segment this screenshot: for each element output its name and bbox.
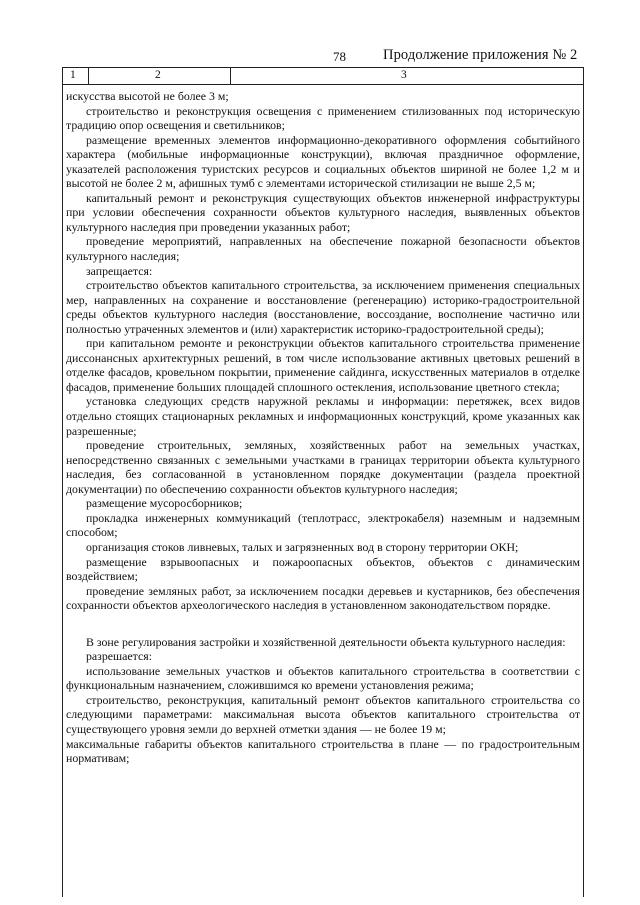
- paragraph: прокладка инженерных коммуникаций (теплотрасс, электрокабеля) наземным и надземным способом;: [66, 510, 580, 540]
- paragraph: капитальный ремонт и реконструкция существующих объектов инженерной инфраструктуры при условии обеспечения сохранности объектов культурного наследия, выявленных объектов культурного наследия при проведении указанных работ;: [66, 190, 580, 234]
- paragraph: строительство объектов капитального строительства, за исключением применения специальных мер, направленных на сохранение и восстановление (регенерацию) историко-градостроительной среды объектов культурного наследия (восстановление, воссоздание, восполнение частично или полностью утраченных элементов и (или) характеристик историко-градостроительной среды);: [66, 278, 580, 336]
- column-header-2: 2: [155, 69, 161, 81]
- paragraph: строительство и реконструкция освещения с применением стилизованных под историческую традицию опор освещения и светильников;: [66, 103, 580, 133]
- paragraph: строительство, реконструкция, капитальный ремонт объектов капитального строительства со следующими параметрами: максимальная высота объектов капитального строительства от существующего уровня земли до верхней отметки здания — не более 19 м;: [66, 692, 580, 736]
- paragraph: использование земельных участков и объектов капитального строительства в соответствии с функциональным назначением, сложившимся ко времени установления режима;: [66, 663, 580, 693]
- paragraph: В зоне регулирования застройки и хозяйственной деятельности объекта культурного наследия:: [86, 634, 566, 649]
- column-header-3: 3: [401, 69, 407, 81]
- paragraph: установка следующих средств наружной рекламы и информации: перетяжек, всех видов отдельно стоящих стационарных рекламных и информационных конструкций, кроме указанных как разрешенные;: [66, 394, 580, 438]
- column-divider: [230, 68, 231, 84]
- column-divider: [88, 68, 89, 84]
- paragraph: искусства высотой не более 3 м;: [66, 89, 229, 103]
- paragraph: размещение временных элементов информационно-декоративного оформления событийного характера (мобильные информационные конструкции), включая праздничное оформление, указателей расположения туристских ресурсов и социальных объектов шириной не более 1,2 м и высотой не более 2 м, афишных тумб с элементами исторической стилизации не выше 2,5 м;: [66, 132, 580, 191]
- paragraph: максимальные габариты объектов капитального строительства в плане — по градостроительным нормативам;: [66, 736, 580, 766]
- paragraph: запрещается:: [86, 263, 153, 278]
- appendix-title: Продолжение приложения № 2: [383, 47, 578, 63]
- paragraph: проведение строительных, земляных, хозяйственных работ на земельных участках, непосредственно связанных с земельными участками в границах территории объекта культурного наследия, без согласованной в установленном порядке документации (раздела проектной документации) по обеспечению сохранности объектов культурного наследия;: [66, 438, 580, 496]
- paragraph-gap: [66, 613, 580, 635]
- paragraph: организация стоков ливневых, талых и загрязненных вод в сторону территории ОКН;: [86, 539, 519, 554]
- paragraph: разрешается:: [86, 649, 152, 664]
- paragraph: размещение взрывоопасных и пожароопасных объектов, объектов с динамическим воздействием;: [66, 554, 580, 584]
- page-number: 78: [333, 49, 346, 64]
- paragraph: при капитальном ремонте и реконструкции объектов капитального строительства применение диссонансных архитектурных решений, в том числе использование активных цветовых решений в отделке фасадов, кровельном покрытии, применение сайдинга, искусственных материалов в отделке фасадов, применение больших площадей сплошного остекления, использование цветного стекла;: [66, 336, 580, 394]
- table-header-row: [62, 67, 584, 85]
- document-text: [66, 89, 580, 766]
- paragraph: проведение мероприятий, направленных на обеспечение пожарной безопасности объектов культурного наследия;: [66, 234, 580, 264]
- column-header-1: 1: [70, 69, 76, 81]
- paragraph: проведение земляных работ, за исключением посадки деревьев и кустарников, без обеспечения сохранности объектов археологического наследия в установленном законодательством порядке.: [66, 583, 580, 613]
- paragraph: размещение мусоросборников;: [86, 496, 243, 511]
